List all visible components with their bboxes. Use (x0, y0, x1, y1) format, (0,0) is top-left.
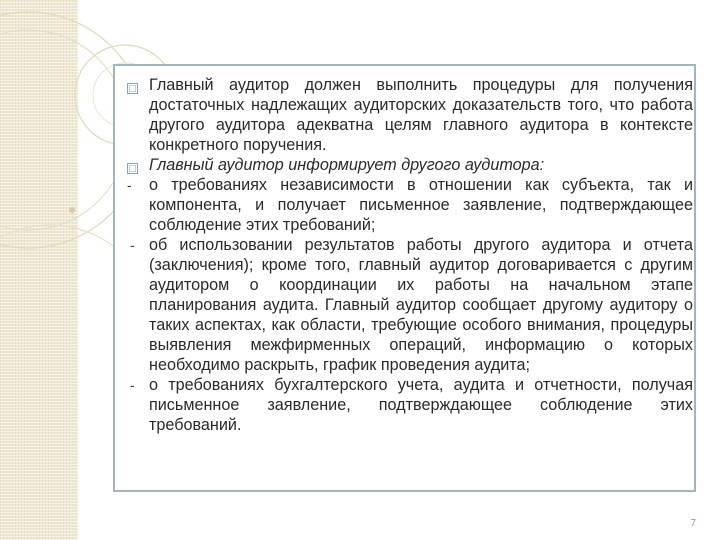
slide-text (127, 75, 693, 435)
dash-bullet: - (130, 377, 135, 393)
list-item-text: Главный аудитор информирует другого аудитора: (149, 156, 545, 174)
list-item-text: Главный аудитор должен выполнить процедуры для получения достаточных надлежащих аудиторских доказательств того, что работа другого аудитора адекватна целям главного аудитора в контексте конкретного поручения. (149, 76, 693, 154)
list-item (127, 75, 693, 155)
dash-bullet: - (130, 237, 135, 253)
list-item (127, 175, 693, 235)
list-item-text: о требованиях бухгалтерского учета, аудита и отчетности, получая письменное заявление, подтверждающее соблюдение этих требований. (149, 376, 693, 434)
list-item (127, 155, 693, 175)
list-item (127, 375, 693, 435)
list-item-text: о требованиях независимости в отношении как субъекта, так и компонента, и получает письменное заявление, подтверждающее соблюдение этих требований; (149, 176, 693, 234)
dash-bullet: - (127, 177, 132, 193)
page-number: 7 (690, 518, 696, 529)
list-item (127, 235, 693, 375)
checkbox-bullet-icon (127, 79, 138, 99)
list-item-text: об использовании результатов работы другого аудитора и отчета (заключения); кроме того, главный аудитор договаривается с другим аудитором о координации их работы на начальном этапе планирования аудита. Главный аудитор сообщает другому аудитору о таких аспектах, как области, требующие особого внимания, процедуры выявления межфирменных операций, информацию о которых необходимо раскрыть, график проведения аудита; (149, 236, 693, 374)
